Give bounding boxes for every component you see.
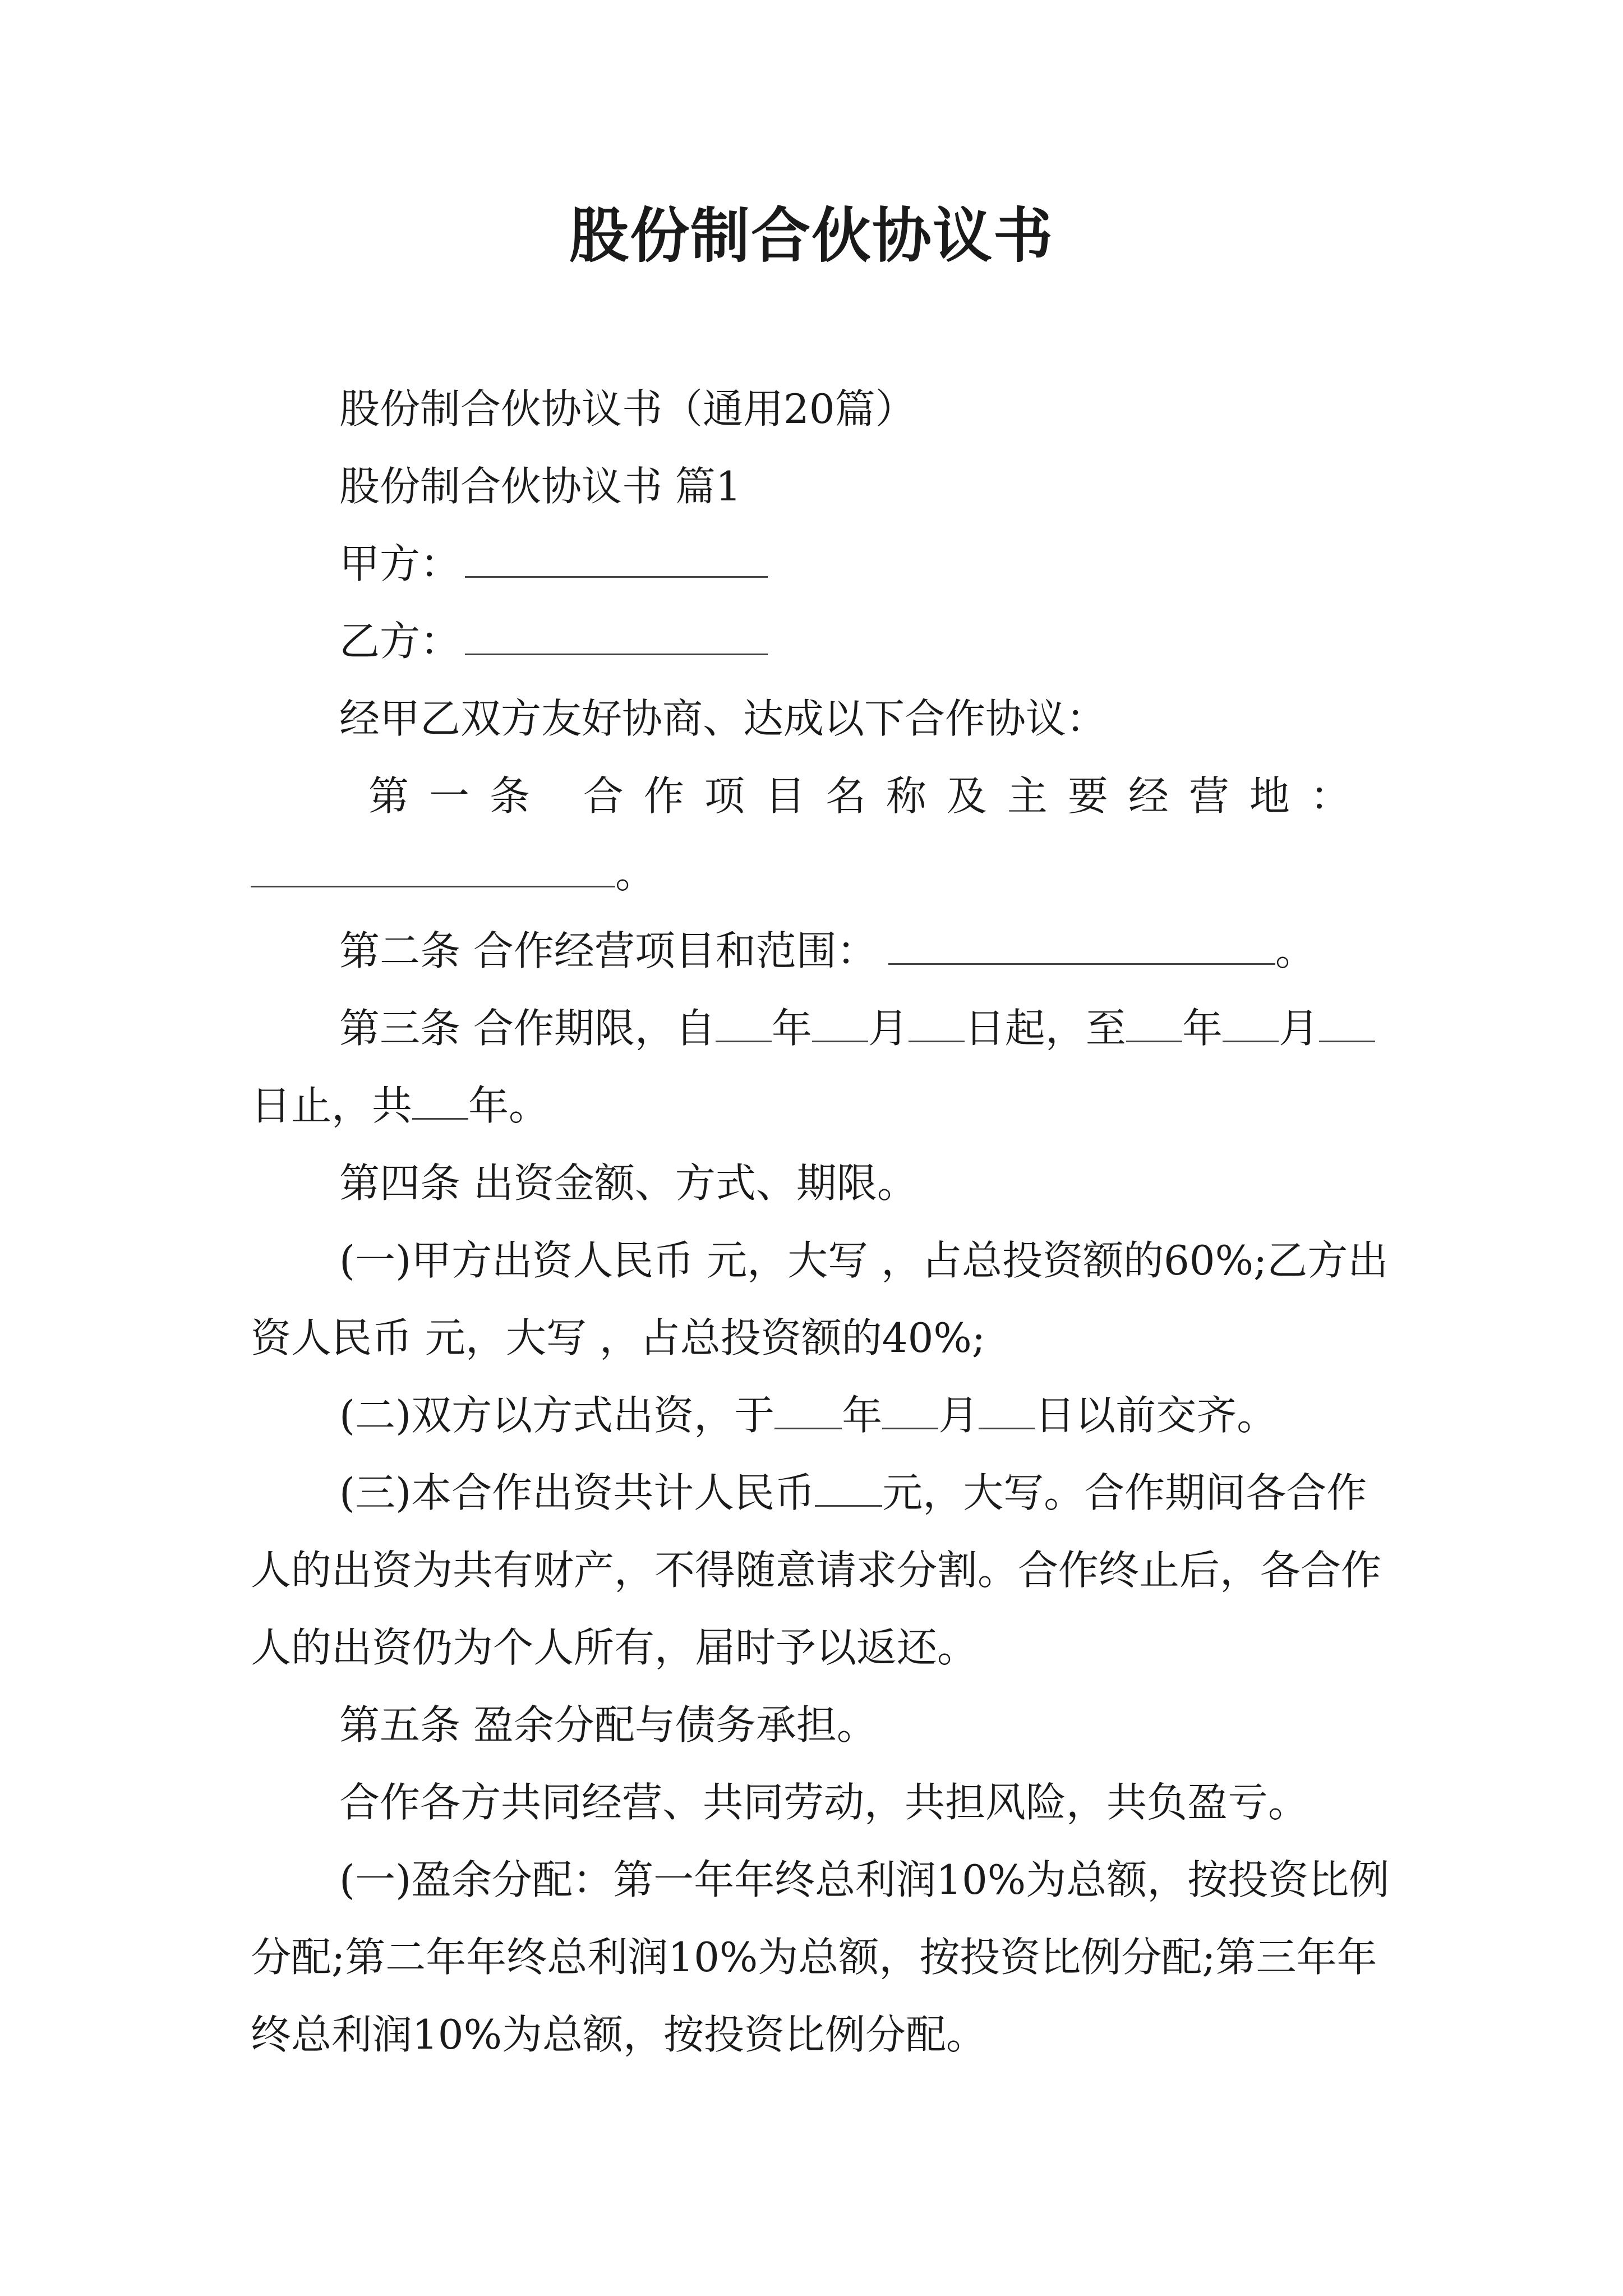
start-year-blank (716, 1007, 772, 1042)
article-5-intro: 合作各方共同经营、共同劳动，共担风险，共负盈亏。 (339, 1779, 1309, 1826)
start-month-blank (812, 1007, 868, 1042)
payment-month-blank (882, 1394, 938, 1429)
party-b-label: 乙方： (339, 618, 461, 665)
article-3-line-1 (251, 990, 1395, 1067)
clause-2-end: 日以前交齐。 (1035, 1392, 1278, 1439)
article-3-text: 第三条 合作期限，自 (339, 1005, 716, 1052)
term-years-blank (412, 1084, 468, 1120)
party-b-blank (465, 620, 768, 655)
article-1-continuation (251, 835, 1395, 912)
clause-2-text: (二)双方以方式出资，于 (339, 1392, 775, 1439)
party-a-blank (465, 542, 768, 578)
article-1-blank (251, 852, 615, 887)
article-5-clause-1: (一)盈余分配：第一年年终总利润10%为总额，按投资比例分配;第二年年终总利润10%为总额，按投资比例分配;第三年年终总利润10%为总额，按投资比例分配。 (251, 1856, 1390, 2058)
payment-year-blank (774, 1394, 842, 1429)
article-4-clause-1: (一)甲方出资人民币 元，大写 ，占总投资额的60%;乙方出资人民币 元，大写 ，占总投资额的40%; (251, 1237, 1389, 1361)
start-day-blank (909, 1007, 965, 1042)
article-1: 第一条 合作项目名称及主要经营地： (368, 772, 1371, 820)
end-day-blank (1319, 1007, 1375, 1042)
month-label: 月 (938, 1392, 979, 1439)
year-label: 年 (771, 1005, 812, 1052)
article-5: 第五条 盈余分配与债务承担。 (339, 1701, 877, 1749)
party-a-line (251, 525, 1395, 602)
article-2 (251, 912, 1395, 990)
article-4-clause-2 (251, 1377, 1395, 1454)
month-label: 月 (1278, 1005, 1319, 1052)
party-a-label: 甲方： (339, 540, 461, 587)
clause-3-rest: 元，大写。合作期间各合作人的出资为共有财产，不得随意请求分割。合作终止后，各合作人的出资仍为个人所有，届时予以返还。 (251, 1469, 1382, 1671)
end-month-blank (1223, 1007, 1279, 1042)
day-to-text: 日止，共 (251, 1082, 413, 1129)
day-from-text: 日起，至 (964, 1005, 1126, 1052)
chapter-heading: 股份制合伙协议书 篇1 (339, 463, 741, 510)
end-year-blank (1126, 1007, 1182, 1042)
year-label: 年 (1182, 1005, 1223, 1052)
article-1-end: 。 (615, 850, 656, 897)
month-label: 月 (868, 1005, 909, 1052)
article-2-end: 。 (1275, 927, 1316, 974)
clause-3-text: (三)本合作出资共计人民币 (339, 1469, 815, 1516)
article-3-end: 年。 (468, 1082, 550, 1129)
total-amount-blank (815, 1471, 882, 1507)
article-2-text: 第二条 合作经营项目和范围： (339, 927, 877, 974)
article-2-blank (888, 930, 1275, 965)
preamble: 经甲乙双方友好协商、达成以下合作协议： (339, 695, 1107, 742)
article-4-clause-3 (251, 1454, 1395, 1686)
party-b-line (251, 602, 1395, 680)
payment-day-blank (979, 1394, 1035, 1429)
document-title: 股份制合伙协议书 (569, 200, 1054, 270)
year-label: 年 (842, 1392, 883, 1439)
article-4: 第四条 出资金额、方式、期限。 (339, 1159, 917, 1207)
document-body (251, 370, 1395, 2073)
article-3-line-2 (251, 1067, 1395, 1144)
subtitle: 股份制合伙协议书（通用20篇） (339, 385, 916, 432)
